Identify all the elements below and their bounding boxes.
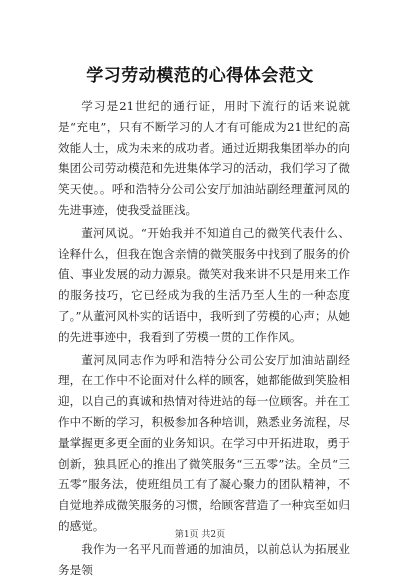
document-title: 学习劳动模范的心得体会范文 [86,66,314,86]
document-body [58,96,350,582]
paragraph: 我作为一名平凡而普通的加油员，以前总认为拓展业务是领 [58,541,350,577]
page-number-footer: 第1页 共2页 [174,530,226,540]
paragraph: 学习是21世纪的通行证，用时下流行的话来说就是“充电”，只有不断学习的人才有可能成为21世纪的高效能人士，成为未来的成功者。通过近期我集团举办的向集团公司劳动模范和先进集体学习的活动，我们学习了微笑天使。。呼和浩特分公司公安厅加油站副经理董河凤的先进事迹，使我受益匪浅。 [58,99,350,217]
paragraph: 董河风说。“开始我并不知道自己的微笑代表什么、诠释什么，但我在饱含亲情的微笑服务中找到了服务的价值、事业发展的动力源泉。微笑对我来讲不只是用来工作的服务技巧，它已经成为我的生活乃至人生的一种态度了。”从董河风朴实的话语中，我听到了劳模的心声；从她的先进事迹中，我看到了劳模一贯的工作作风。 [58,225,350,344]
paragraph: 董河凤同志作为呼和浩特分公司公安厅加油站副经理，在工作中不论面对什么样的顾客，她都能做到笑脸相迎，以自己的真诚和热情对待进站的每一位顾客。并在工作中不断的学习，积极参加各种培训，熟悉业务流程，尽量掌握更多更全面的业务知识。在学习中开拓进取，勇于创新，独具匠心的推出了微笑服务“三五零”法。全员“三五零”服务法，使班组员工有了凝心聚力的团队精神，不自觉地养成微笑服务的习惯，给顾客营造了一种宾至如归的感觉。 [58,352,350,533]
